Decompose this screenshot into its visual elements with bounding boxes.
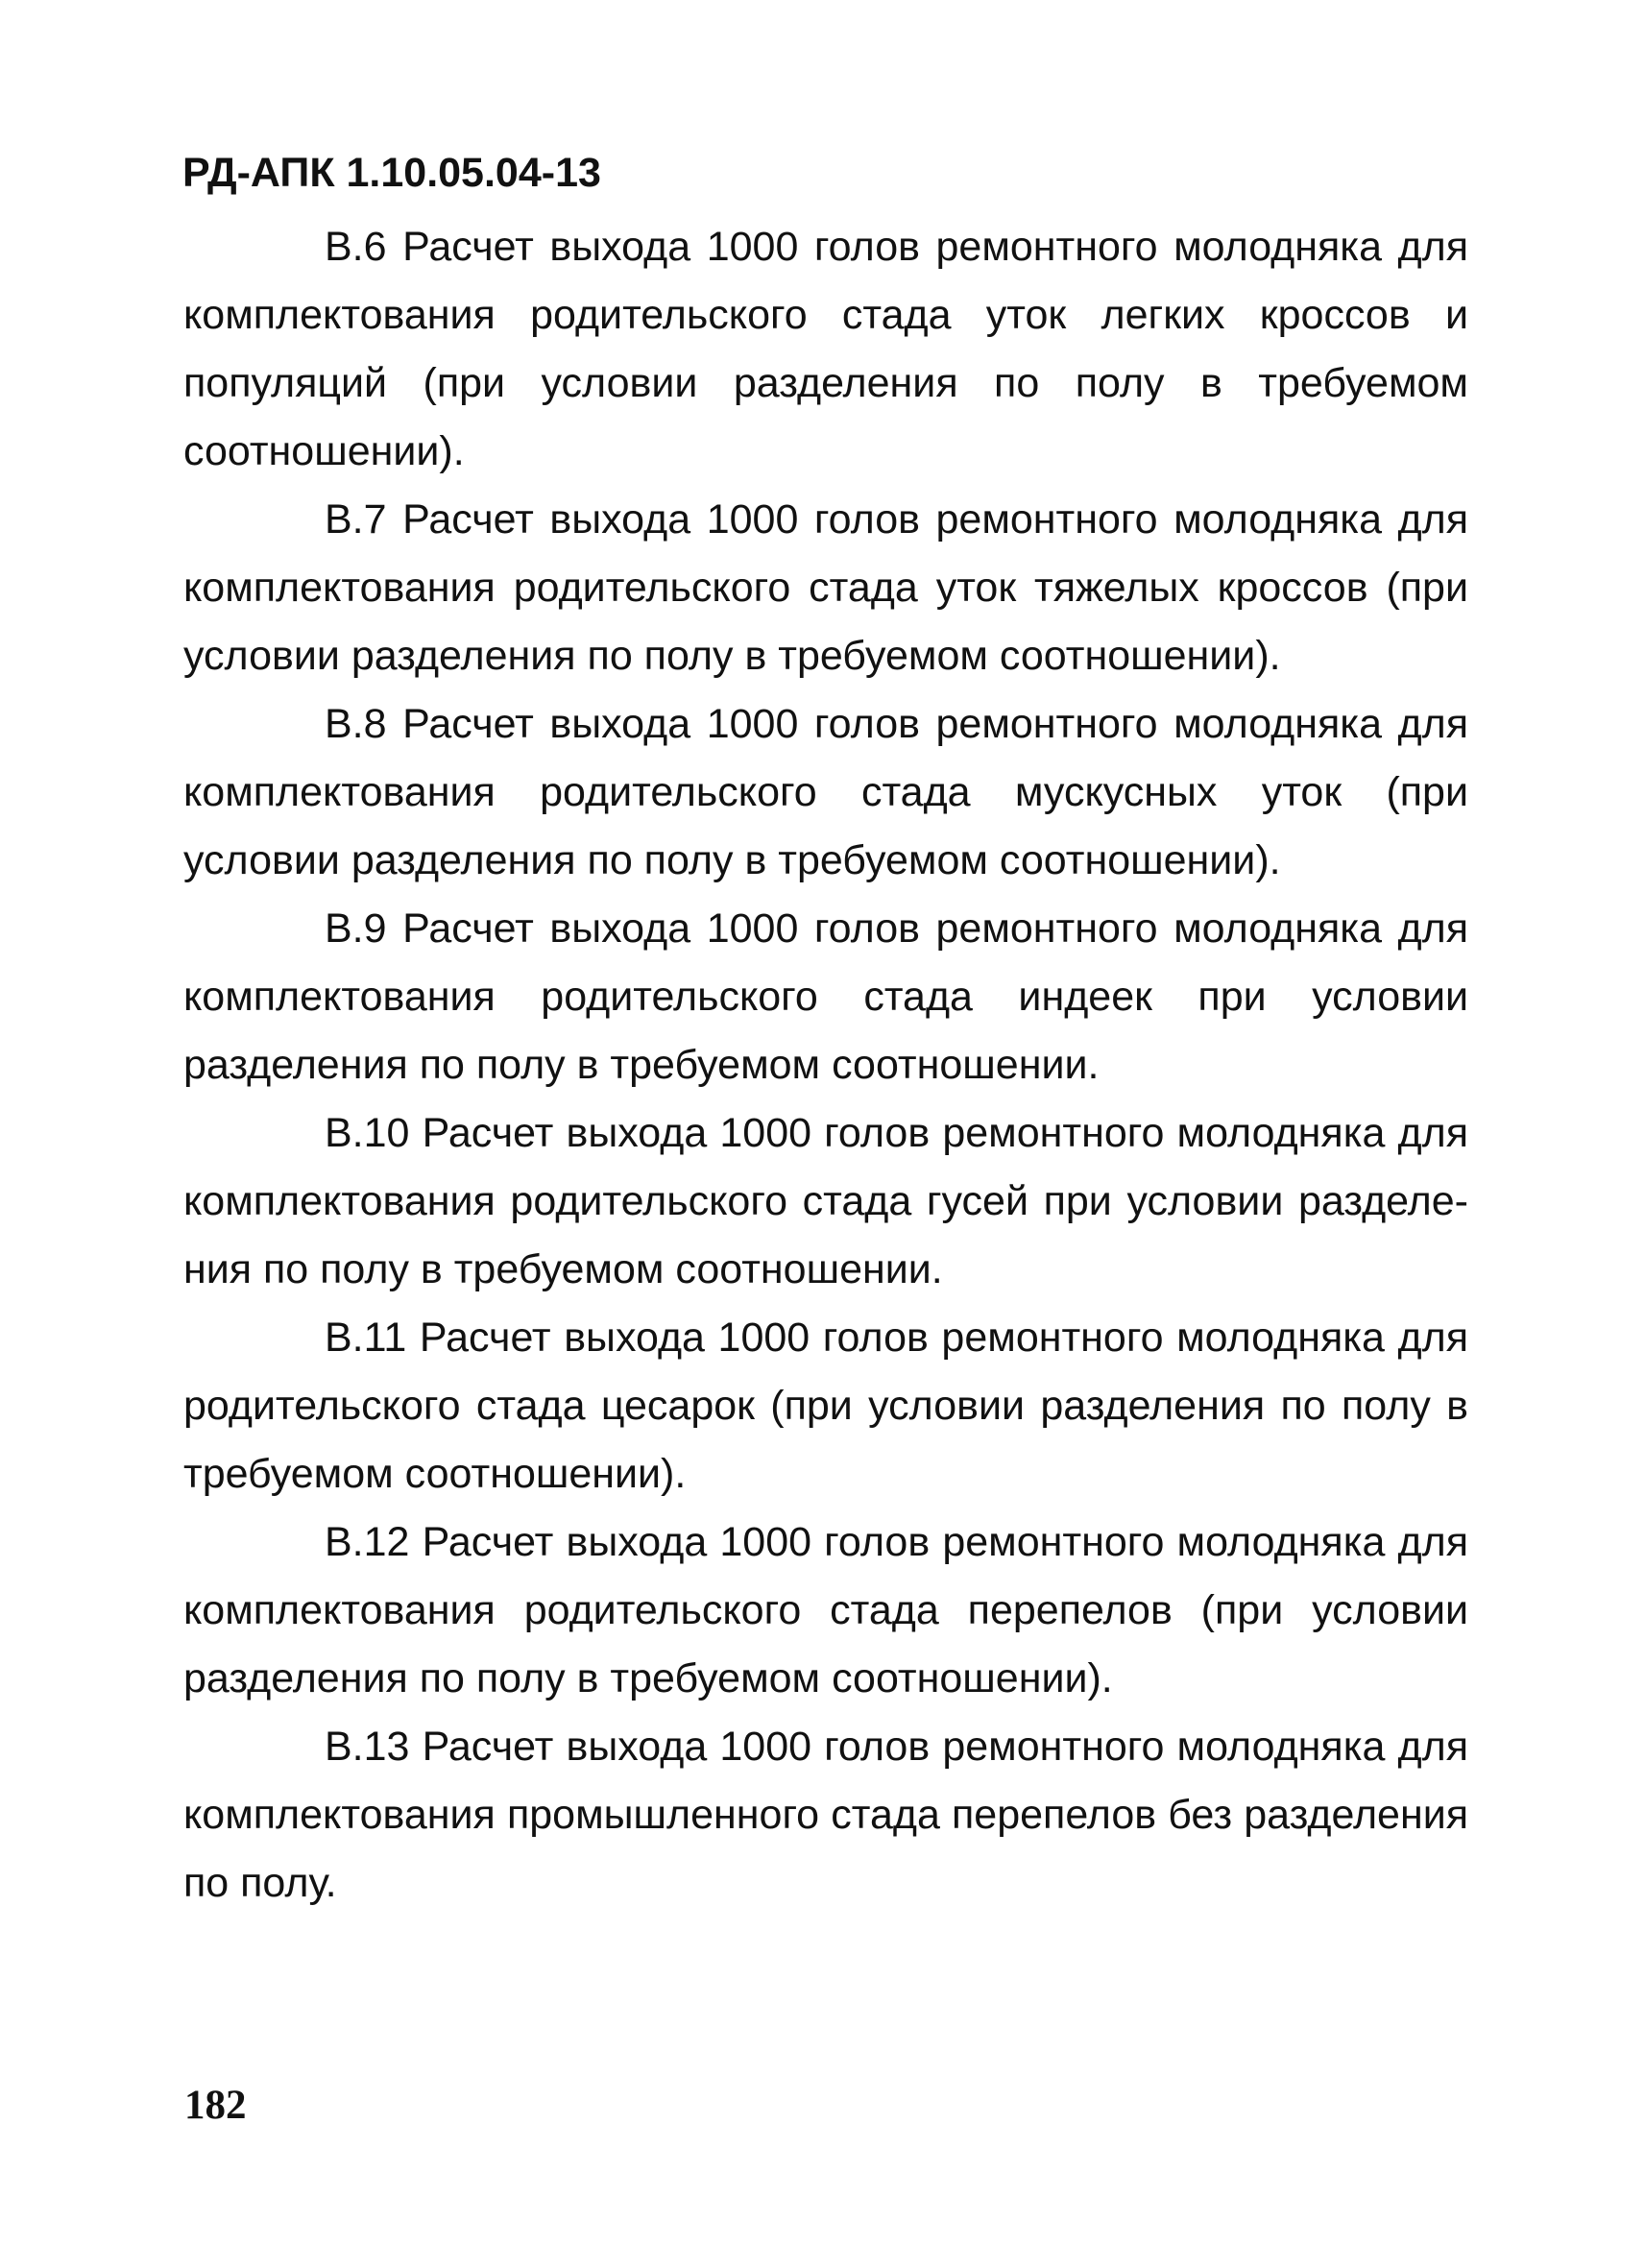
paragraph-b13: В.13 Расчет выхода 1000 голов ремонтного молодняка для комплектования промышленного стада перепелов без разделения по полу. bbox=[183, 1724, 1468, 1906]
paragraph-b8: В.8 Расчет выхода 1000 голов ремонтного молодняка для комплектования родительского стада мускусных уток (при условии разделения по полу в требуемом соотношении). bbox=[183, 701, 1468, 883]
page-number: 182 bbox=[184, 2083, 247, 2128]
paragraph-b9: В.9 Расчет выхода 1000 голов ремонтного молодняка для комплектования родительского стада индеек при условии разделения по полу в требуемом соотношении. bbox=[183, 905, 1468, 1088]
paragraph-b11: В.11 Расчет выхода 1000 голов ремонтного молодняка для родительского стада цесарок (при условии разделения по полу в требуемом соотношении). bbox=[183, 1315, 1468, 1497]
paragraph-b12: В.12 Расчет выхода 1000 голов ремонтного молодняка для комплектования родительского стада перепелов (при условии разделения по полу в требуемом соотношении). bbox=[183, 1519, 1468, 1701]
document-code-header: РД-АПК 1.10.05.04-13 bbox=[182, 150, 601, 196]
paragraph-b6: В.6 Расчет выхода 1000 голов ремонтного молодняка для комплектования родительского стада уток легких кроссов и популяций (при условии разделения по полу в требуемом соотношении). bbox=[183, 224, 1468, 474]
body-text bbox=[183, 213, 1468, 1918]
paragraph-b10: В.10 Расчет выхода 1000 голов ремонтного молодняка для комплектования родительского стада гусей при условии разделения по полу в требуемом соотношении. bbox=[183, 1110, 1468, 1292]
paragraph-b7: В.7 Расчет выхода 1000 голов ремонтного молодняка для комплектования родительского стада уток тяжелых кроссов (при условии разделения по полу в требуемом соотношении). bbox=[183, 496, 1468, 679]
